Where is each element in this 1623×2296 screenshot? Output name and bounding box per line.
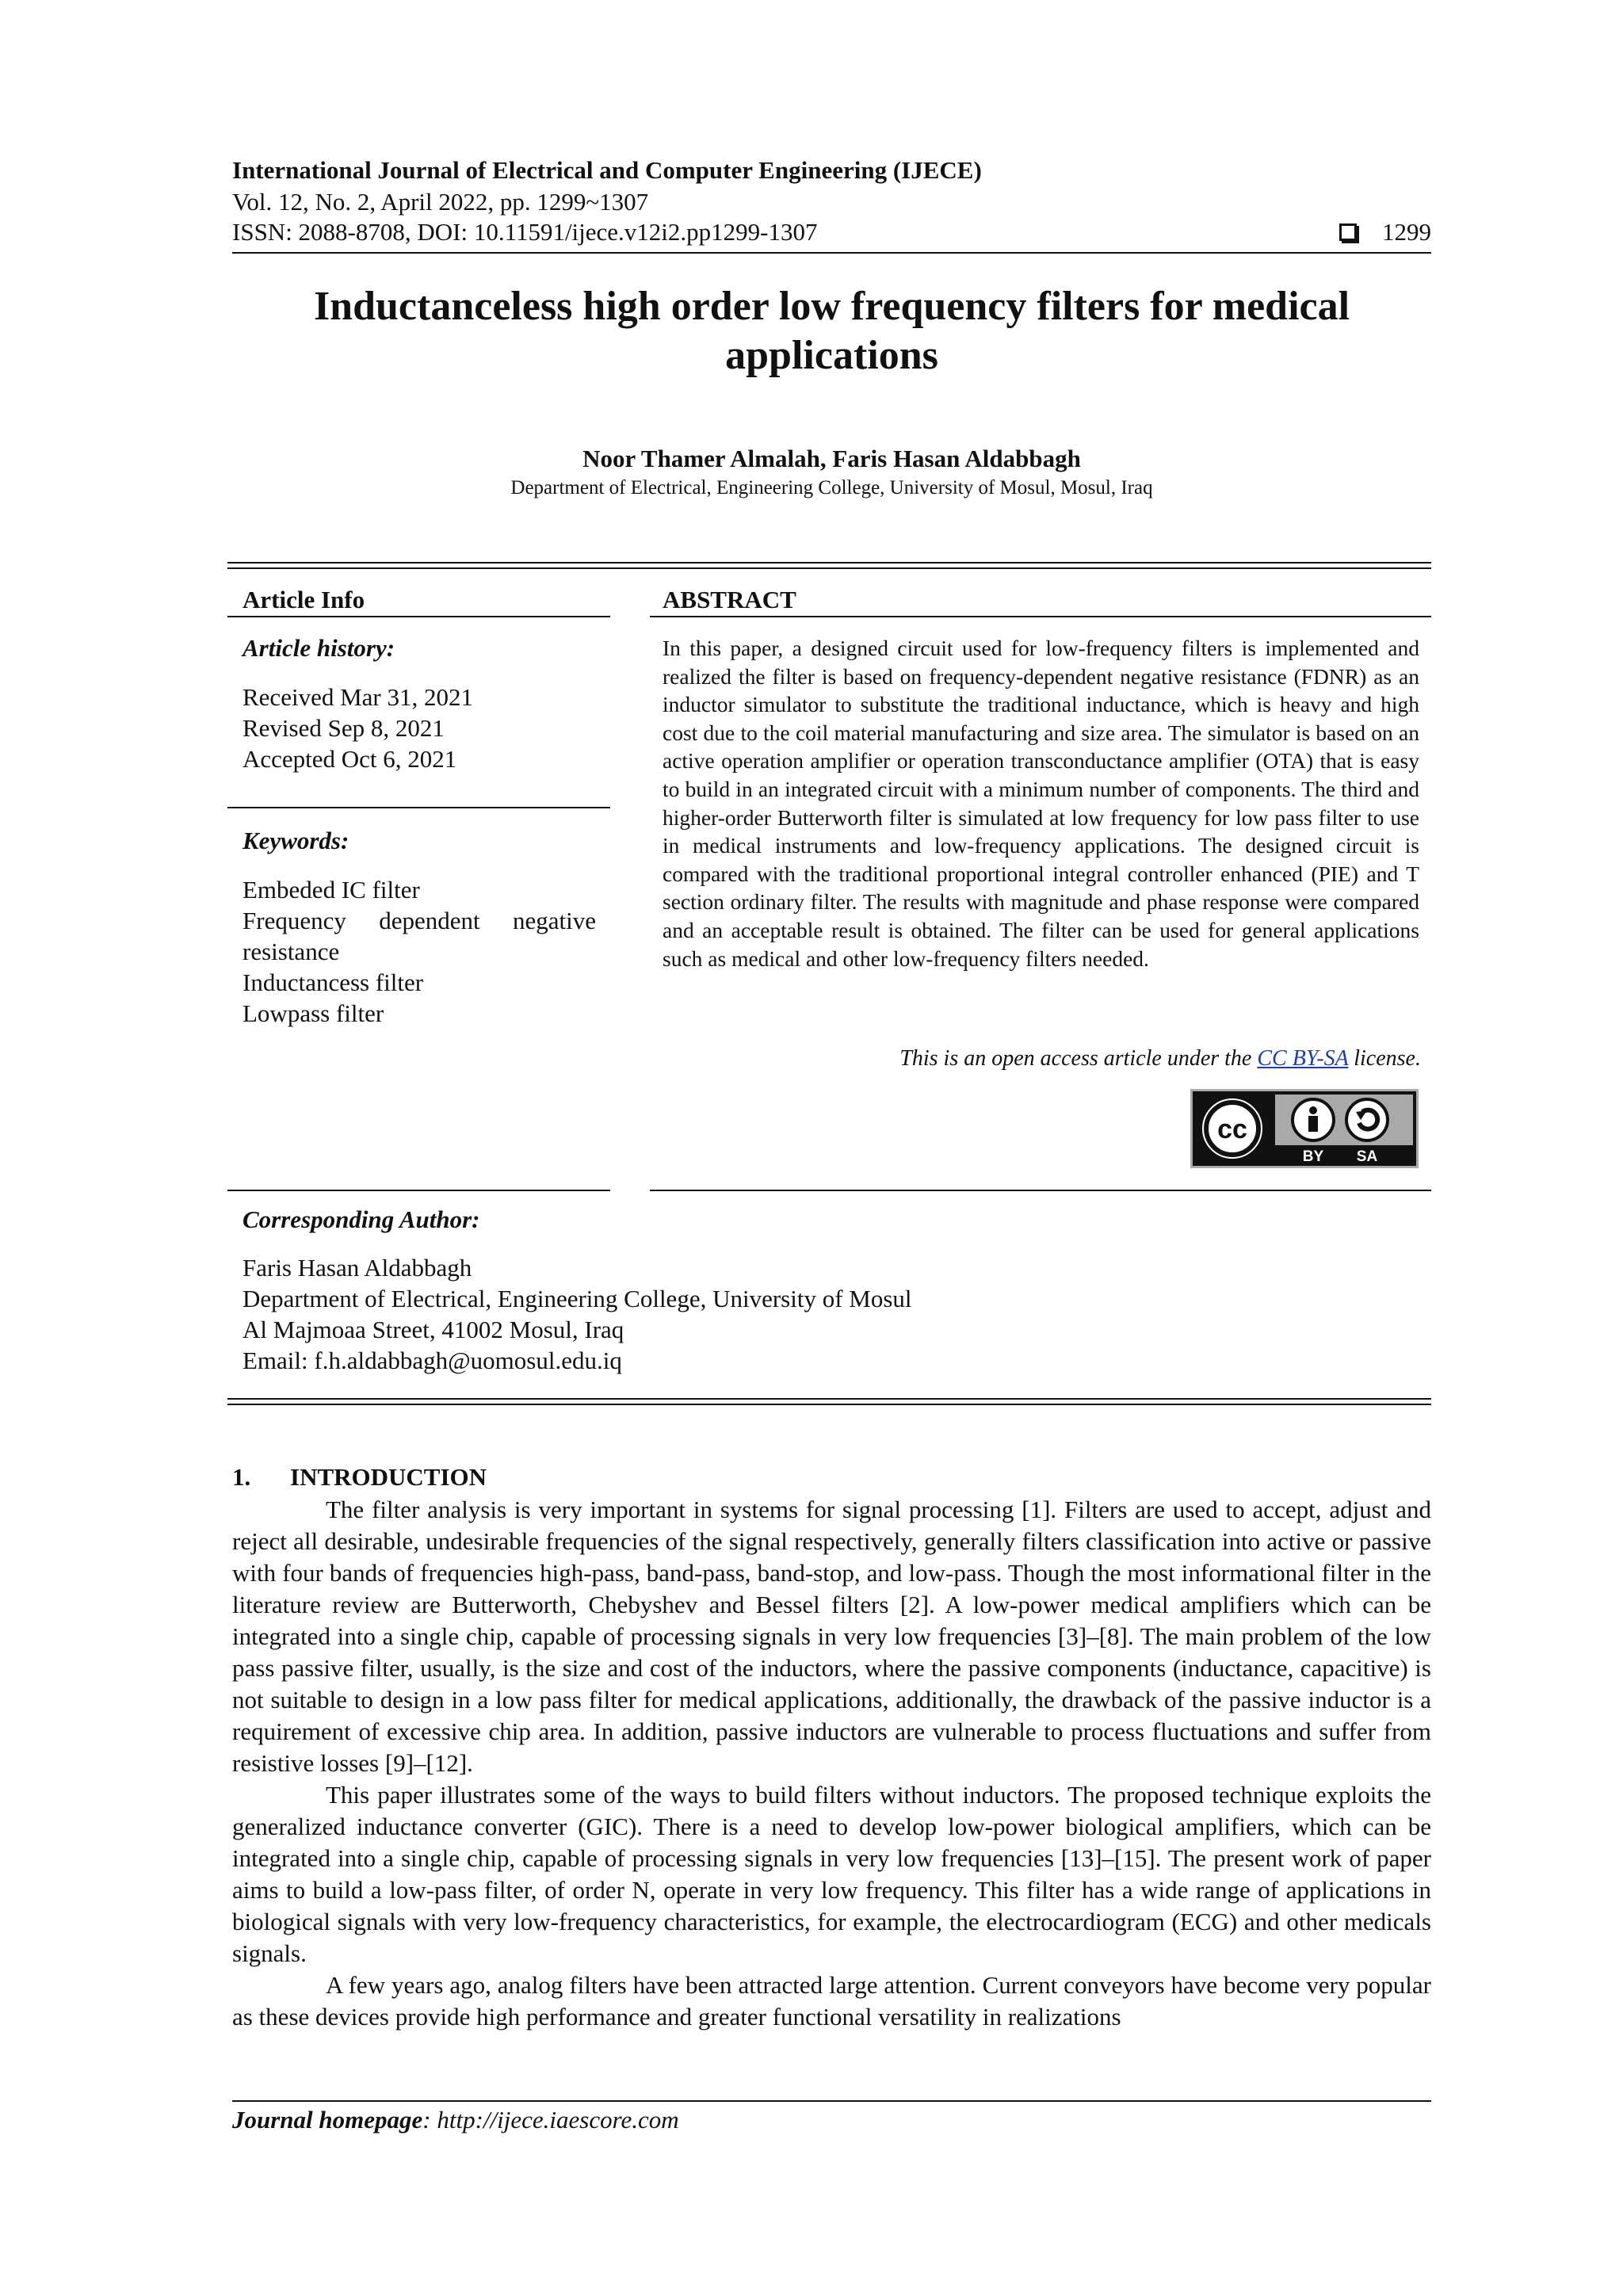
header-rule (232, 252, 1431, 254)
cc-by-sa-badge[interactable] (1190, 1089, 1419, 1168)
corresponding-details (242, 1252, 1431, 1376)
keyword: Lowpass filter (242, 999, 384, 1027)
intro-paragraph: A few years ago, analog filters have been attracted large attention. Current conveyors have become very popular as these devices provide high performance and greater functional versatility in realizations (232, 1971, 1431, 2030)
oa-prefix: This is an open access article under the (899, 1046, 1252, 1071)
history-rule (227, 807, 610, 808)
cc-sa-label: SA (1356, 1148, 1378, 1165)
abstract-heading: ABSTRACT (663, 586, 796, 613)
cc-by-label: BY (1302, 1148, 1324, 1165)
cc-by-sa-link[interactable]: CC BY-SA (1257, 1046, 1349, 1071)
cc-logo-icon (1193, 1091, 1416, 1166)
journal-homepage (232, 2106, 679, 2134)
keywords-heading: Keywords: (242, 827, 349, 854)
title-line-2: applications (725, 333, 938, 378)
volume-info: Vol. 12, No. 2, April 2022, pp. 1299~1307 (232, 188, 649, 216)
corresponding-dept: Department of Electrical, Engineering College, University of Mosul (242, 1285, 912, 1312)
intro-paragraph: This paper illustrates some of the ways to build filters without inductors. The proposed technique exploits the generalized inductance converter (GIC). There is a need to develop low-power biological amplifiers, which can be integrated into a single chip, capable of processing signals in very low frequencies [13]–[15]. The present work of paper aims to build a low-pass filter, of order N, operate in very low frequency. This filter has a wide range of applications in biological signals with very low-frequency characteristics, for example, the electrocardiogram (ECG) and other medicals signals. (232, 1781, 1431, 1967)
section-title: INTRODUCTION (290, 1463, 487, 1491)
corresponding-heading: Corresponding Author: (242, 1205, 480, 1233)
corresponding-author-block (242, 1205, 1431, 1376)
keyword: Frequency dependent negative resistance (242, 907, 596, 965)
accepted-date: Accepted Oct 6, 2021 (242, 745, 457, 773)
revised-date: Revised Sep 8, 2021 (242, 714, 445, 742)
corresponding-email: Email: f.h.aldabbagh@uomosul.edu.iq (242, 1347, 622, 1374)
article-info-heading: Article Info (242, 586, 365, 613)
title-line-1: Inductanceless high order low frequency filters for medical (313, 284, 1350, 329)
homepage-url[interactable]: : http://ijece.iaescore.com (422, 2106, 679, 2134)
corr-bottom-rule-1 (227, 1398, 1431, 1400)
oa-suffix: license. (1354, 1046, 1421, 1071)
corresponding-name: Faris Hasan Aldabbagh (242, 1254, 472, 1282)
keyword: Inductancess filter (242, 968, 424, 996)
keywords-list (242, 874, 596, 1029)
article-history-heading: Article history: (242, 634, 395, 662)
article-dates (242, 682, 596, 774)
info-bottom-rule-right (650, 1190, 1431, 1191)
intro-paragraph: The filter analysis is very important in systems for signal processing [1]. Filters are used to accept, adjust and reject all desirable, undesirable frequencies of the signal respectively, generally filters classification into active or passive with four bands of frequencies high-pass, band-pass, band-stop, and low-pass. Though the most informational filter in the literature review are Butterworth, Chebyshev and Bessel filters [2]. A low-power medical amplifiers which can be integrated into a single chip, capable of processing signals in very low frequencies [3]–[8]. The main problem of the low pass passive filter, usually, is the size and cost of the inductors, where the passive components (inductance, capacitive) is not suitable to design in a low pass filter for medical applications, additionally, the drawback of the passive inductor is a requirement of excessive chip area. In addition, passive inductors are vulnerable to process fluctuations and suffer from resistive losses [9]–[12]. (232, 1496, 1431, 1777)
issn-line (232, 217, 1431, 247)
issn-doi: ISSN: 2088-8708, DOI: 10.11591/ijece.v12i2.pp1299-1307 (232, 218, 818, 246)
page-number: 1299 (1382, 218, 1431, 246)
section-number: 1. (232, 1463, 251, 1491)
introduction-section (232, 1462, 1431, 2033)
page-marker (1339, 217, 1431, 247)
svg-text:cc: cc (1217, 1114, 1247, 1144)
received-date: Received Mar 31, 2021 (242, 683, 473, 711)
article-info-rule (227, 616, 610, 617)
authors: Noor Thamer Almalah, Faris Hasan Aldabbagh (582, 445, 1081, 472)
info-top-rule-1 (227, 562, 1431, 563)
open-access-note (899, 1046, 1421, 1072)
introduction-heading (232, 1462, 1431, 1492)
homepage-label: Journal homepage (232, 2106, 423, 2134)
corresponding-address: Al Majmoaa Street, 41002 Mosul, Iraq (242, 1316, 624, 1343)
ballot-box-icon (1339, 223, 1357, 241)
abstract-rule (650, 616, 1431, 617)
info-top-rule-2 (227, 567, 1431, 569)
footer-rule (232, 2100, 1431, 2102)
info-bottom-rule-left (227, 1190, 610, 1191)
paper-title (232, 282, 1431, 380)
corr-bottom-rule-2 (227, 1404, 1431, 1405)
affiliation: Department of Electrical, Engineering College, University of Mosul, Mosul, Iraq (510, 477, 1153, 499)
journal-name: International Journal of Electrical and Computer Engineering (IJECE) (232, 156, 982, 184)
abstract-text: In this paper, a designed circuit used for low-frequency filters is implemented and realized the filter is based on frequency-dependent negative resistance (FDNR) as an inductor simulator to substitute the traditional inductance, which is heavy and high cost due to the coil material manufacturing and size area. The simulator is based on an active operation amplifier or operation transconductance amplifier (OTA) that is easy to build in an integrated circuit with a minimum number of components. The third and higher-order Butterworth filter is simulated at low frequency for low pass filter to use in medical instruments and low-frequency applications. The designed circuit is compared with the traditional proportional integral controller enhanced (PIE) and T section ordinary filter. The results with magnitude and phase response were compared and an acceptable result is obtained. The filter can be used for general applications such as medical and other low-frequency filters needed. (663, 636, 1419, 971)
keyword: Embeded IC filter (242, 876, 420, 904)
